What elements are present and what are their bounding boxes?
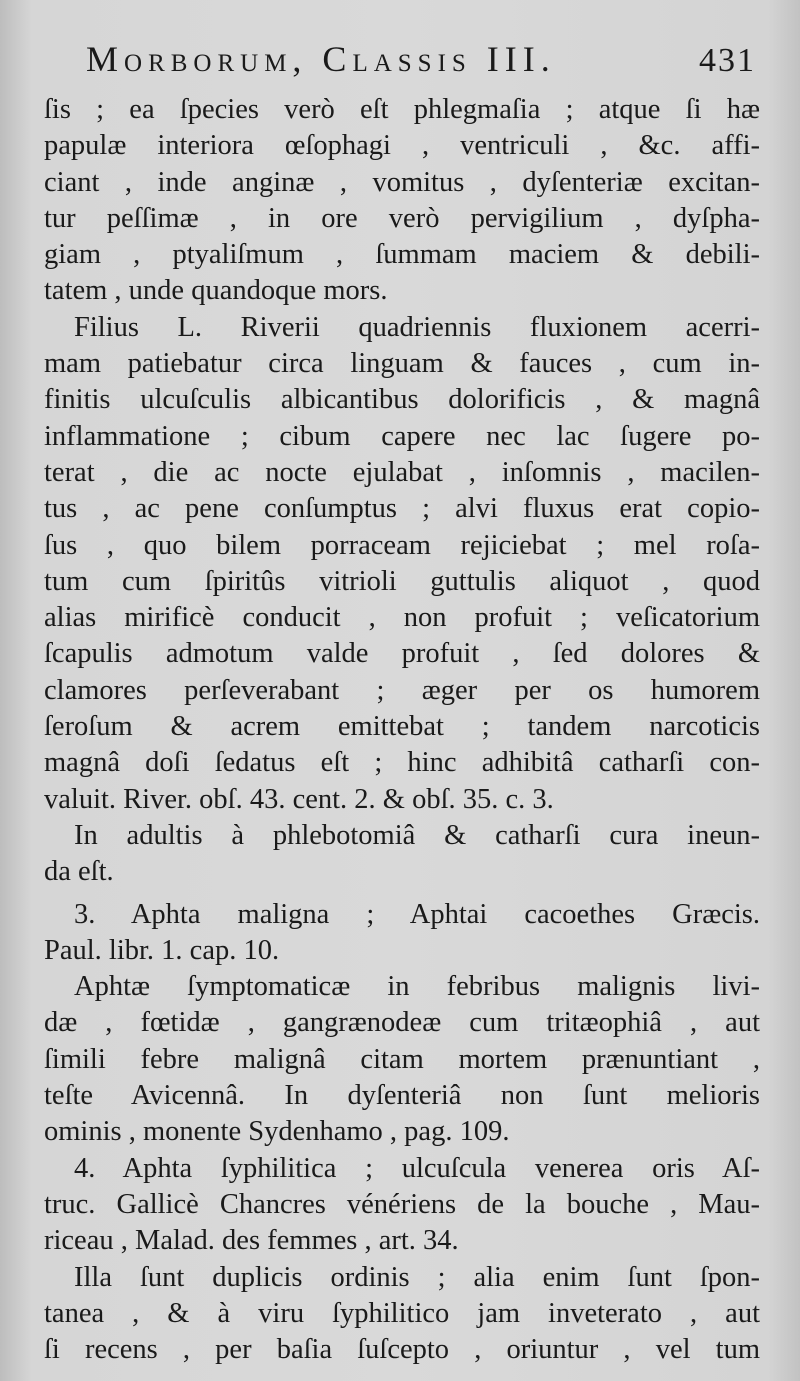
- text-line: ſeroſum & acrem emittebat ; tandem narcoticis: [44, 711, 760, 743]
- text-line: Paul. libr. 1. cap. 10.: [44, 934, 280, 966]
- text-line: finitis ulcuſculis albicantibus dolorificis , & magnâ: [44, 384, 760, 416]
- text-line: ſcapulis admotum valde profuit , ſed dolores &: [44, 638, 760, 670]
- text-line: inflammatione ; cibum capere nec lac ſugere po-: [44, 420, 760, 452]
- text-line: giam , ptyaliſmum , ſummam maciem & debili-: [44, 239, 760, 271]
- text-line: 3. Aphta maligna ; Aphtai cacoethes Græcis.: [74, 898, 760, 930]
- text-line: clamores perſeverabant ; æger per os humorem: [44, 674, 760, 706]
- running-head: [44, 38, 760, 92]
- text-line: papulæ interiora œſophagi , ventriculi , &c. affi-: [44, 130, 760, 162]
- paragraph: [44, 969, 760, 1150]
- text-line: ſus , quo bilem porraceam rejiciebat ; mel roſa-: [44, 529, 760, 561]
- paragraph: [44, 310, 760, 818]
- text-line: truc. Gallicè Chancres vénériens de la bouche , Mau-: [44, 1188, 760, 1220]
- text-line: tur peſſimæ , in ore verò pervigilium , dyſpha-: [44, 202, 760, 234]
- text-line: tanea , & à viru ſyphilitico jam inveterato , aut: [44, 1297, 760, 1329]
- text-line: ſimili febre malignâ citam mortem prænuntiant ,: [44, 1043, 760, 1075]
- text-line: dæ , fœtidæ , gangrænodeæ cum tritæophiâ , aut: [44, 1007, 760, 1039]
- text-line: Filius L. Riverii quadriennis fluxionem acerri-: [74, 311, 760, 343]
- text-line: In adultis à phlebotomiâ & catharſi cura ineun-: [74, 819, 760, 851]
- text-line: 4. Aphta ſyphilitica ; ulcuſcula venerea oris Aſ-: [74, 1152, 760, 1184]
- paragraph: [44, 818, 760, 891]
- text-line: ciant , inde anginæ , vomitus , dyſenteriæ excitan-: [44, 166, 760, 198]
- text-line: ſi recens , per baſia ſuſcepto , oriuntur , vel tum: [44, 1334, 760, 1366]
- paragraph: [44, 92, 760, 310]
- text-line: ominis , monente Sydenhamo , pag. 109.: [44, 1116, 510, 1148]
- text-line: tatem , unde quandoque mors.: [44, 275, 388, 307]
- paragraph: [44, 897, 760, 970]
- text-line: Aphtæ ſymptomaticæ in febribus malignis livi-: [74, 971, 760, 1003]
- page-number: 431: [699, 42, 756, 79]
- text-line: Illa ſunt duplicis ordinis ; alia enim ſunt ſpon-: [74, 1261, 760, 1293]
- text-line: mam patiebatur circa linguam & fauces , cum in-: [44, 348, 760, 380]
- paragraph: [44, 1151, 760, 1260]
- text-body: [44, 92, 760, 1368]
- text-line: magnâ doſi ſedatus eſt ; hinc adhibitâ catharſi con-: [44, 747, 760, 779]
- text-line: alias mirificè conducit , non profuit ; veſicatorium: [44, 602, 760, 634]
- text-line: tum cum ſpiritûs vitrioli guttulis aliquot , quod: [44, 565, 760, 597]
- running-title: Morborum, Classis III.: [86, 39, 556, 79]
- text-line: riceau , Malad. des femmes , art. 34.: [44, 1225, 459, 1257]
- text-line: tus , ac pene conſumptus ; alvi fluxus erat copio-: [44, 493, 760, 525]
- text-line: da eſt.: [44, 856, 114, 888]
- text-line: ſis ; ea ſpecies verò eſt phlegmaſia ; atque ſi hæ: [44, 94, 760, 125]
- text-line: terat , die ac nocte ejulabat , inſomnis , macilen-: [44, 456, 760, 488]
- paragraph: [44, 1260, 760, 1369]
- text-line: teſte Avicennâ. In dyſenteriâ non ſunt melioris: [44, 1080, 760, 1112]
- text-line: valuit. River. obſ. 43. cent. 2. & obſ. 35. c. 3.: [44, 783, 554, 815]
